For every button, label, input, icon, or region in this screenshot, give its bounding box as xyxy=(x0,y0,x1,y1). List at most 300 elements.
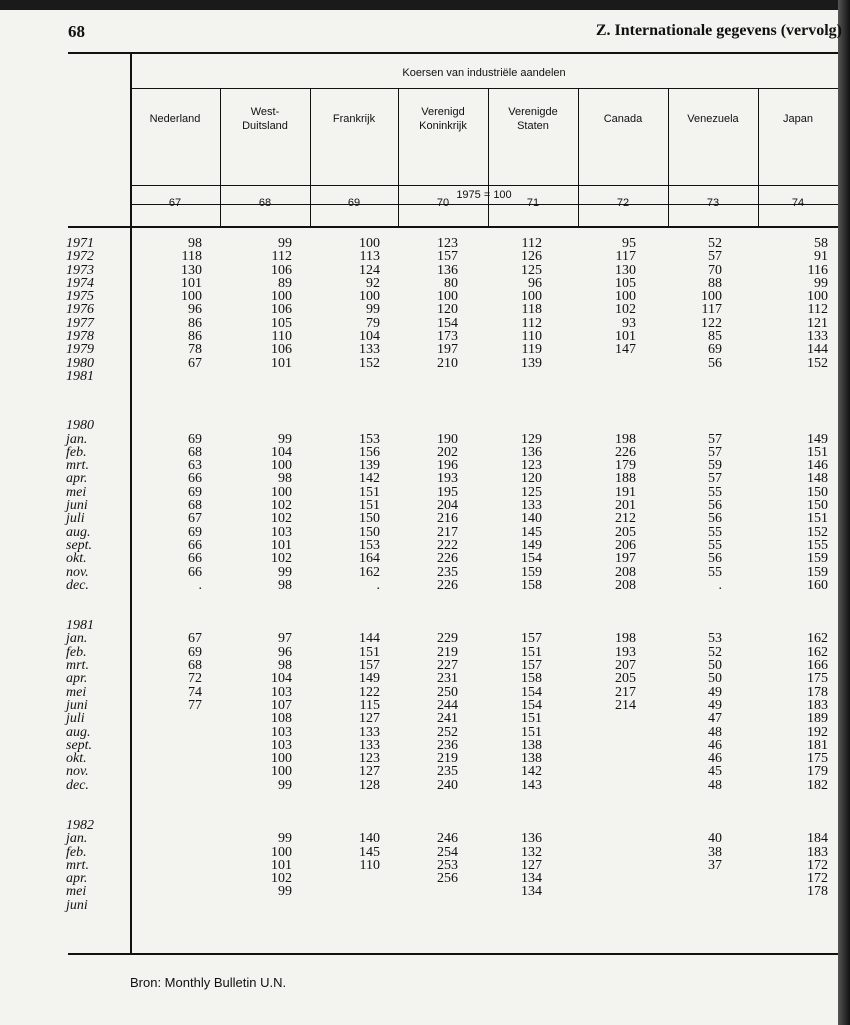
table-cell: 120 xyxy=(437,302,458,318)
table-cell: 151 xyxy=(521,724,542,740)
table-cell: 175 xyxy=(807,671,828,687)
column-number: 67 xyxy=(168,197,182,209)
table-cell: 40 xyxy=(708,831,722,847)
table-cell: 154 xyxy=(521,551,542,567)
source-note: Bron: Monthly Bulletin U.N. xyxy=(130,975,287,990)
table-cell: 139 xyxy=(521,355,542,371)
table-cell: 107 xyxy=(271,697,292,713)
table-cell: 89 xyxy=(278,275,292,291)
table-cell: 85 xyxy=(708,329,722,345)
table-cell: 110 xyxy=(521,329,542,345)
row-label: mrt. xyxy=(66,857,89,873)
table-cell: 100 xyxy=(521,289,542,305)
table-cell: 136 xyxy=(521,831,542,847)
column-header-line: Duitsland xyxy=(242,120,288,132)
table-cell: 164 xyxy=(359,551,380,567)
super-header: Koersen van industriële aandelen xyxy=(402,67,566,79)
row-label: juni xyxy=(66,697,88,713)
table-row xyxy=(0,899,838,912)
column-header-line: West- xyxy=(250,106,280,118)
table-row xyxy=(0,330,838,343)
table-cell: 74 xyxy=(188,684,202,700)
table-cell: 193 xyxy=(437,471,458,487)
table-cell: 145 xyxy=(521,524,542,540)
table-cell: 66 xyxy=(188,564,202,580)
table-row xyxy=(0,357,838,370)
row-label: okt. xyxy=(66,751,87,767)
table-cell: 69 xyxy=(188,484,202,500)
table-cell: 204 xyxy=(437,498,458,514)
column-header xyxy=(668,112,758,126)
table-cell: 136 xyxy=(521,444,542,460)
table-row xyxy=(0,472,838,485)
row-label: juli xyxy=(66,511,85,527)
table-cell: 256 xyxy=(437,871,458,887)
table-row xyxy=(0,765,838,778)
table-cell: 103 xyxy=(271,524,292,540)
table-cell: 68 xyxy=(188,498,202,514)
table-row xyxy=(0,872,838,885)
column-number: 72 xyxy=(616,197,630,209)
table-cell: 117 xyxy=(701,302,722,318)
row-label: juli xyxy=(66,711,85,727)
table-cell: 212 xyxy=(615,511,636,527)
table-cell: 130 xyxy=(181,262,202,278)
table-cell: 122 xyxy=(359,684,380,700)
table-cell: 69 xyxy=(188,524,202,540)
section-heading-row xyxy=(0,419,838,432)
table-row xyxy=(0,303,838,316)
table-cell: 219 xyxy=(437,751,458,767)
table-cell: 226 xyxy=(437,577,458,593)
table-cell: 69 xyxy=(708,342,722,358)
row-label: juni xyxy=(66,897,88,913)
table-cell: 154 xyxy=(437,315,458,331)
table-cell: 136 xyxy=(437,262,458,278)
table-cell: 116 xyxy=(807,262,828,278)
table-cell: 55 xyxy=(708,537,722,553)
table-cell: 214 xyxy=(615,697,636,713)
base-year-label: 1975 = 100 xyxy=(456,189,512,201)
table-cell: 92 xyxy=(366,275,380,291)
table-cell: 86 xyxy=(188,329,202,345)
table-row xyxy=(0,846,838,859)
table-cell: 55 xyxy=(708,564,722,580)
table-cell: 79 xyxy=(366,315,380,331)
table-cell: 37 xyxy=(708,857,722,873)
column-header-line: Koninkrijk xyxy=(419,120,467,132)
table-cell: 101 xyxy=(271,355,292,371)
table-cell: 254 xyxy=(437,844,458,860)
table-cell: 206 xyxy=(615,537,636,553)
column-header xyxy=(130,112,220,126)
table-row xyxy=(0,579,838,592)
column-number: 69 xyxy=(347,197,361,209)
table-cell: 103 xyxy=(271,724,292,740)
table-cell: 158 xyxy=(521,577,542,593)
table-cell: 157 xyxy=(437,249,458,265)
table-cell: 102 xyxy=(271,551,292,567)
table-cell: 102 xyxy=(271,511,292,527)
row-label: mei xyxy=(66,884,87,900)
column-number: 70 xyxy=(436,197,450,209)
table-row xyxy=(0,779,838,792)
row-label: aug. xyxy=(66,524,91,540)
row-label: 1980 xyxy=(66,355,94,371)
table-cell: 56 xyxy=(708,498,722,514)
table-cell: 133 xyxy=(807,329,828,345)
table-cell: 145 xyxy=(359,844,380,860)
table-cell: 123 xyxy=(521,458,542,474)
table-cell: 49 xyxy=(708,697,722,713)
row-label: 1977 xyxy=(66,315,94,331)
table-cell: 108 xyxy=(271,711,292,727)
row-label: 1981 xyxy=(66,618,94,634)
table-cell: 100 xyxy=(271,751,292,767)
table-cell: 52 xyxy=(708,644,722,660)
table-cell: 118 xyxy=(181,249,202,265)
table-cell: 183 xyxy=(807,697,828,713)
table-cell: 117 xyxy=(615,249,636,265)
row-label: 1982 xyxy=(66,817,94,833)
table-cell: 226 xyxy=(615,444,636,460)
table-cell: 97 xyxy=(278,631,292,647)
table-cell: 205 xyxy=(615,524,636,540)
table-cell: 152 xyxy=(359,355,380,371)
column-header-line: Venezuela xyxy=(687,113,739,125)
column-number: 73 xyxy=(706,197,720,209)
table-cell: 67 xyxy=(188,511,202,527)
table-cell: 80 xyxy=(444,275,458,291)
table-cell: 192 xyxy=(807,724,828,740)
table-cell: 115 xyxy=(359,697,380,713)
table-cell: 93 xyxy=(622,315,636,331)
column-number: 71 xyxy=(526,197,540,209)
row-label: apr. xyxy=(66,671,88,687)
table-cell: 95 xyxy=(622,236,636,251)
table-cell: 100 xyxy=(271,289,292,305)
table-cell: 119 xyxy=(521,342,542,358)
table-cell: 144 xyxy=(359,631,380,647)
table-cell: 133 xyxy=(359,724,380,740)
table-cell: 121 xyxy=(807,315,828,331)
row-label: jan. xyxy=(66,831,88,847)
table-cell: 72 xyxy=(188,671,202,687)
table-cell: 106 xyxy=(271,342,292,358)
table-cell: 148 xyxy=(807,471,828,487)
table-cell: 173 xyxy=(437,329,458,345)
row-label: aug. xyxy=(66,724,91,740)
table-cell: 205 xyxy=(615,671,636,687)
table-cell: 182 xyxy=(807,777,828,793)
table-row xyxy=(0,726,838,739)
names-rule xyxy=(130,185,838,186)
table-cell: 77 xyxy=(188,697,202,713)
table-cell: 152 xyxy=(807,355,828,371)
table-cell: 96 xyxy=(528,275,542,291)
table-row xyxy=(0,739,838,752)
table-cell: 103 xyxy=(271,684,292,700)
table-cell: 236 xyxy=(437,737,458,753)
table-cell: 113 xyxy=(359,249,380,265)
table-cell: 106 xyxy=(271,302,292,318)
table-cell: 217 xyxy=(615,684,636,700)
table-cell: 46 xyxy=(708,751,722,767)
table-cell: 154 xyxy=(521,684,542,700)
table-cell: 179 xyxy=(807,764,828,780)
table-cell: 231 xyxy=(437,671,458,687)
table-row xyxy=(0,512,838,525)
table-row xyxy=(0,552,838,565)
table-cell: 252 xyxy=(437,724,458,740)
table-cell: 57 xyxy=(708,444,722,460)
table-cell: 105 xyxy=(615,275,636,291)
table-row xyxy=(0,646,838,659)
table-cell: 193 xyxy=(615,644,636,660)
table-row xyxy=(0,317,838,330)
table-cell: 151 xyxy=(521,711,542,727)
table-cell: 59 xyxy=(708,458,722,474)
row-label: 1973 xyxy=(66,262,94,278)
table-cell: 139 xyxy=(359,458,380,474)
table-cell: 67 xyxy=(188,631,202,647)
table-cell: 159 xyxy=(521,564,542,580)
row-label: feb. xyxy=(66,644,87,660)
super-header-rule xyxy=(130,88,838,89)
table-cell: 127 xyxy=(359,764,380,780)
row-label: jan. xyxy=(66,431,88,447)
table-cell: 208 xyxy=(615,577,636,593)
page-number: 68 xyxy=(68,22,85,41)
table-cell: 124 xyxy=(359,262,380,278)
table-cell: 235 xyxy=(437,564,458,580)
table-cell: 66 xyxy=(188,551,202,567)
table-cell: 86 xyxy=(188,315,202,331)
table-cell: 142 xyxy=(359,471,380,487)
table-cell: 146 xyxy=(807,458,828,474)
row-label: 1976 xyxy=(66,302,94,318)
column-header xyxy=(488,105,578,133)
table-cell: 133 xyxy=(521,498,542,514)
table-cell: 128 xyxy=(359,777,380,793)
row-label: mei xyxy=(66,684,87,700)
table-cell: 99 xyxy=(278,777,292,793)
table-cell: . xyxy=(376,577,380,593)
table-row xyxy=(0,699,838,712)
table-cell: 125 xyxy=(521,484,542,500)
row-label: apr. xyxy=(66,871,88,887)
table-cell: 118 xyxy=(521,302,542,318)
row-label: okt. xyxy=(66,551,87,567)
column-header-line: Staten xyxy=(517,120,549,132)
table-cell: 101 xyxy=(271,857,292,873)
table-cell: 149 xyxy=(521,537,542,553)
table-cell: 130 xyxy=(615,262,636,278)
column-header xyxy=(310,112,398,126)
table-cell: 150 xyxy=(359,524,380,540)
table-cell: 123 xyxy=(437,236,458,251)
row-label: apr. xyxy=(66,471,88,487)
table-cell: 57 xyxy=(708,249,722,265)
table-cell: 222 xyxy=(437,537,458,553)
table-cell: 98 xyxy=(278,658,292,674)
table-cell: 149 xyxy=(359,671,380,687)
table-cell: 235 xyxy=(437,764,458,780)
row-label: feb. xyxy=(66,444,87,460)
table-row xyxy=(0,446,838,459)
table-cell: 144 xyxy=(807,342,828,358)
table-cell: 68 xyxy=(188,444,202,460)
table-cell: . xyxy=(198,577,202,593)
table-cell: 104 xyxy=(271,671,292,687)
table-cell: 56 xyxy=(708,551,722,567)
table-cell: 150 xyxy=(807,498,828,514)
table-row xyxy=(0,539,838,552)
section-heading-row xyxy=(0,619,838,632)
table-cell: 196 xyxy=(437,458,458,474)
table-cell: 149 xyxy=(807,431,828,447)
table-cell: 67 xyxy=(188,355,202,371)
table-cell: 184 xyxy=(807,831,828,847)
row-label: dec. xyxy=(66,577,89,593)
table-cell: 125 xyxy=(521,262,542,278)
table-row xyxy=(0,752,838,765)
table-row xyxy=(0,832,838,845)
table-cell: 197 xyxy=(615,551,636,567)
table-row xyxy=(0,237,838,250)
table-cell: 112 xyxy=(521,315,542,331)
table-cell: 134 xyxy=(521,884,542,900)
row-label: 1981 xyxy=(66,368,94,384)
table-cell: 102 xyxy=(271,498,292,514)
table-cell: 179 xyxy=(615,458,636,474)
table-cell: 160 xyxy=(807,577,828,593)
table-cell: 151 xyxy=(807,444,828,460)
table-cell: 101 xyxy=(615,329,636,345)
table-cell: 98 xyxy=(278,471,292,487)
table-cell: 48 xyxy=(708,724,722,740)
table-cell: 153 xyxy=(359,537,380,553)
table-cell: 158 xyxy=(521,671,542,687)
table-cell: 99 xyxy=(814,275,828,291)
table-cell: 151 xyxy=(807,511,828,527)
row-label: sept. xyxy=(66,537,93,553)
row-label: 1978 xyxy=(66,329,94,345)
table-cell: 162 xyxy=(807,644,828,660)
header-bottom-rule xyxy=(68,226,838,228)
table-cell: 195 xyxy=(437,484,458,500)
table-cell: 151 xyxy=(359,484,380,500)
table-cell: 103 xyxy=(271,737,292,753)
table-cell: 155 xyxy=(807,537,828,553)
table-cell: 78 xyxy=(188,342,202,358)
row-label: mrt. xyxy=(66,458,89,474)
table-cell: 227 xyxy=(437,658,458,674)
table-cell: 183 xyxy=(807,844,828,860)
table-cell: 100 xyxy=(181,289,202,305)
table-cell: 138 xyxy=(521,751,542,767)
table-cell: 56 xyxy=(708,511,722,527)
table-row xyxy=(0,499,838,512)
table-cell: 172 xyxy=(807,857,828,873)
table-cell: 159 xyxy=(807,551,828,567)
table-cell: 58 xyxy=(814,236,828,251)
table-row xyxy=(0,343,838,356)
top-rule xyxy=(68,52,838,54)
table-cell: 100 xyxy=(271,844,292,860)
table-cell: 198 xyxy=(615,431,636,447)
column-header-line: Nederland xyxy=(149,113,201,125)
table-cell: 100 xyxy=(271,484,292,500)
table-cell: 157 xyxy=(359,658,380,674)
column-number: 68 xyxy=(258,197,272,209)
table-cell: 190 xyxy=(437,431,458,447)
table-cell: 181 xyxy=(807,737,828,753)
table-cell: 157 xyxy=(521,631,542,647)
table-cell: 127 xyxy=(359,711,380,727)
row-label: nov. xyxy=(66,764,89,780)
table-cell: 172 xyxy=(807,871,828,887)
table-cell: 55 xyxy=(708,484,722,500)
table-cell: 101 xyxy=(181,275,202,291)
table-cell: 100 xyxy=(271,458,292,474)
table-cell: 57 xyxy=(708,471,722,487)
row-label: 1974 xyxy=(66,275,94,291)
table-cell: 91 xyxy=(814,249,828,265)
row-label: feb. xyxy=(66,844,87,860)
table-row xyxy=(0,712,838,725)
table-cell: 201 xyxy=(615,498,636,514)
table-cell: 49 xyxy=(708,684,722,700)
table-cell: 100 xyxy=(437,289,458,305)
table-row xyxy=(0,526,838,539)
table-cell: 100 xyxy=(807,289,828,305)
table-cell: 178 xyxy=(807,884,828,900)
table-row xyxy=(0,370,838,383)
table-cell: 112 xyxy=(521,236,542,251)
table-cell: 110 xyxy=(359,857,380,873)
page-binding-edge xyxy=(838,0,850,1025)
table-cell: 50 xyxy=(708,658,722,674)
table-cell: 106 xyxy=(271,262,292,278)
table-row xyxy=(0,672,838,685)
table-cell: 112 xyxy=(271,249,292,265)
table-cell: 189 xyxy=(807,711,828,727)
table-cell: 250 xyxy=(437,684,458,700)
table-cell: 127 xyxy=(521,857,542,873)
table-cell: 151 xyxy=(359,498,380,514)
row-label: jan. xyxy=(66,631,88,647)
table-cell: 154 xyxy=(521,697,542,713)
table-row xyxy=(0,433,838,446)
table-cell: 98 xyxy=(188,236,202,251)
table-cell: 104 xyxy=(359,329,380,345)
table-cell: 104 xyxy=(271,444,292,460)
table-cell: 38 xyxy=(708,844,722,860)
table-cell: 133 xyxy=(359,737,380,753)
table-cell: 46 xyxy=(708,737,722,753)
table-cell: 159 xyxy=(807,564,828,580)
column-header-line: Frankrijk xyxy=(332,113,376,125)
table-cell: 134 xyxy=(521,871,542,887)
table-cell: 99 xyxy=(366,302,380,318)
table-cell: 153 xyxy=(359,431,380,447)
table-cell: 133 xyxy=(359,342,380,358)
column-header-line: Verenigde xyxy=(508,106,558,118)
table-cell: 102 xyxy=(271,871,292,887)
table-cell: 99 xyxy=(278,831,292,847)
table-cell: 105 xyxy=(271,315,292,331)
